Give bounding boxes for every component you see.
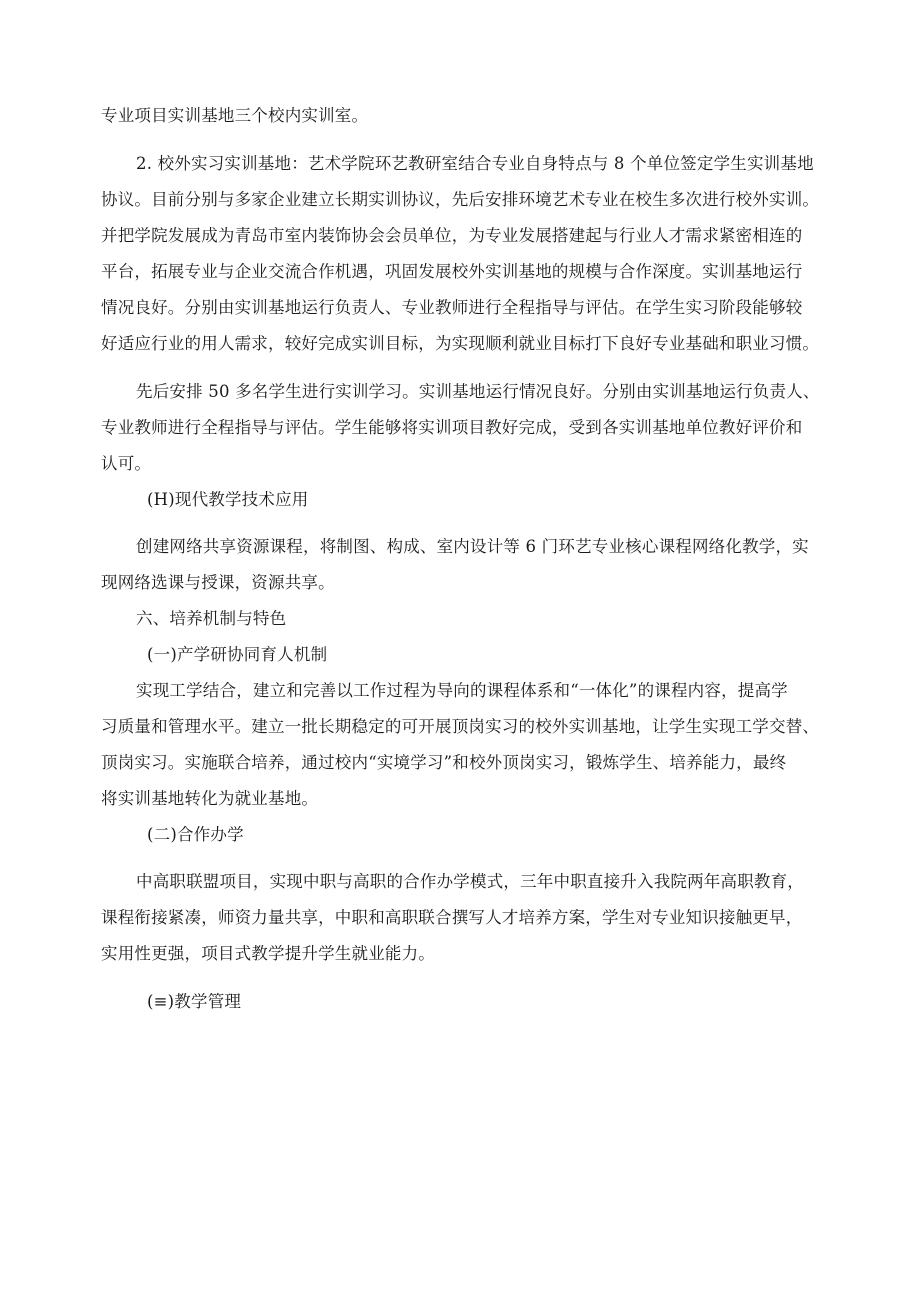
text-line: 实现工学结合，建立和完善以工作过程为导向的课程体系和“一体化”的课程内容，提高学 xyxy=(136,681,788,700)
text-line: 认可。 xyxy=(101,454,152,473)
text-line: 课程衔接紧凑，师资力量共享，中职和高职联合撰写人才培养方案，学生对专业知识接触更早， xyxy=(101,908,803,927)
text-line: 六、培养机制与特色 xyxy=(136,609,287,628)
text-line: (二)合作办学 xyxy=(147,825,244,844)
text-line: (一)产学研协同育人机制 xyxy=(147,645,328,664)
text-line: (H)现代教学技术应用 xyxy=(147,490,309,509)
text-line: 将实训基地转化为就业基地。 xyxy=(101,789,319,808)
text-line: 情况良好。分别由实训基地运行负责人、专业教师进行全程指导与评估。在学生实习阶段能够较 xyxy=(101,298,803,317)
text-line: 先后安排 50 多名学生进行实训学习。实训基地运行情况良好。分别由实训基地运行负责人、 xyxy=(136,382,820,401)
text-line: 现网络选课与授课，资源共享。 xyxy=(101,573,335,592)
text-line: 协议。目前分别与多家企业建立长期实训协议，先后安排环境艺术专业在校生多次进行校外实训。 xyxy=(101,190,820,209)
text-line: 并把学院发展成为青岛市室内装饰协会会员单位，为专业发展搭建起与行业人才需求紧密相连的 xyxy=(101,226,803,245)
text-line: (≡)教学管理 xyxy=(147,992,242,1011)
text-line: 好适应行业的用人需求，较好完成实训目标，为实现顺利就业目标打下良好专业基础和职业习惯。 xyxy=(101,334,820,353)
text-line: 习质量和管理水平。建立一批长期稳定的可开展顶岗实习的校外实训基地，让学生实现工学交替、 xyxy=(101,717,820,736)
text-line: 专业项目实训基地三个校内实训室。 xyxy=(101,106,369,125)
text-line: 中高职联盟项目，实现中职与高职的合作办学模式，三年中职直接升入我院两年高职教育， xyxy=(136,872,804,891)
text-line: 顶岗实习。实施联合培养，通过校内“实境学习”和校外顶岗实习，锻炼学生、培养能力，最终 xyxy=(101,753,787,772)
text-line: 专业教师进行全程指导与评估。学生能够将实训项目教好完成，受到各实训基地单位教好评价和 xyxy=(101,418,803,437)
text-line: 实用性更强，项目式教学提升学生就业能力。 xyxy=(101,944,435,963)
text-line: 平台，拓展专业与企业交流合作机遇，巩固发展校外实训基地的规模与合作深度。实训基地运行 xyxy=(101,262,803,281)
text-line: 创建网络共享资源课程，将制图、构成、室内设计等 6 门环艺专业核心课程网络化教学，实 xyxy=(136,537,809,556)
text-line: 2. 校外实习实训基地：艺术学院环艺教研室结合专业自身特点与 8 个单位签定学生实训基地 xyxy=(136,154,814,173)
